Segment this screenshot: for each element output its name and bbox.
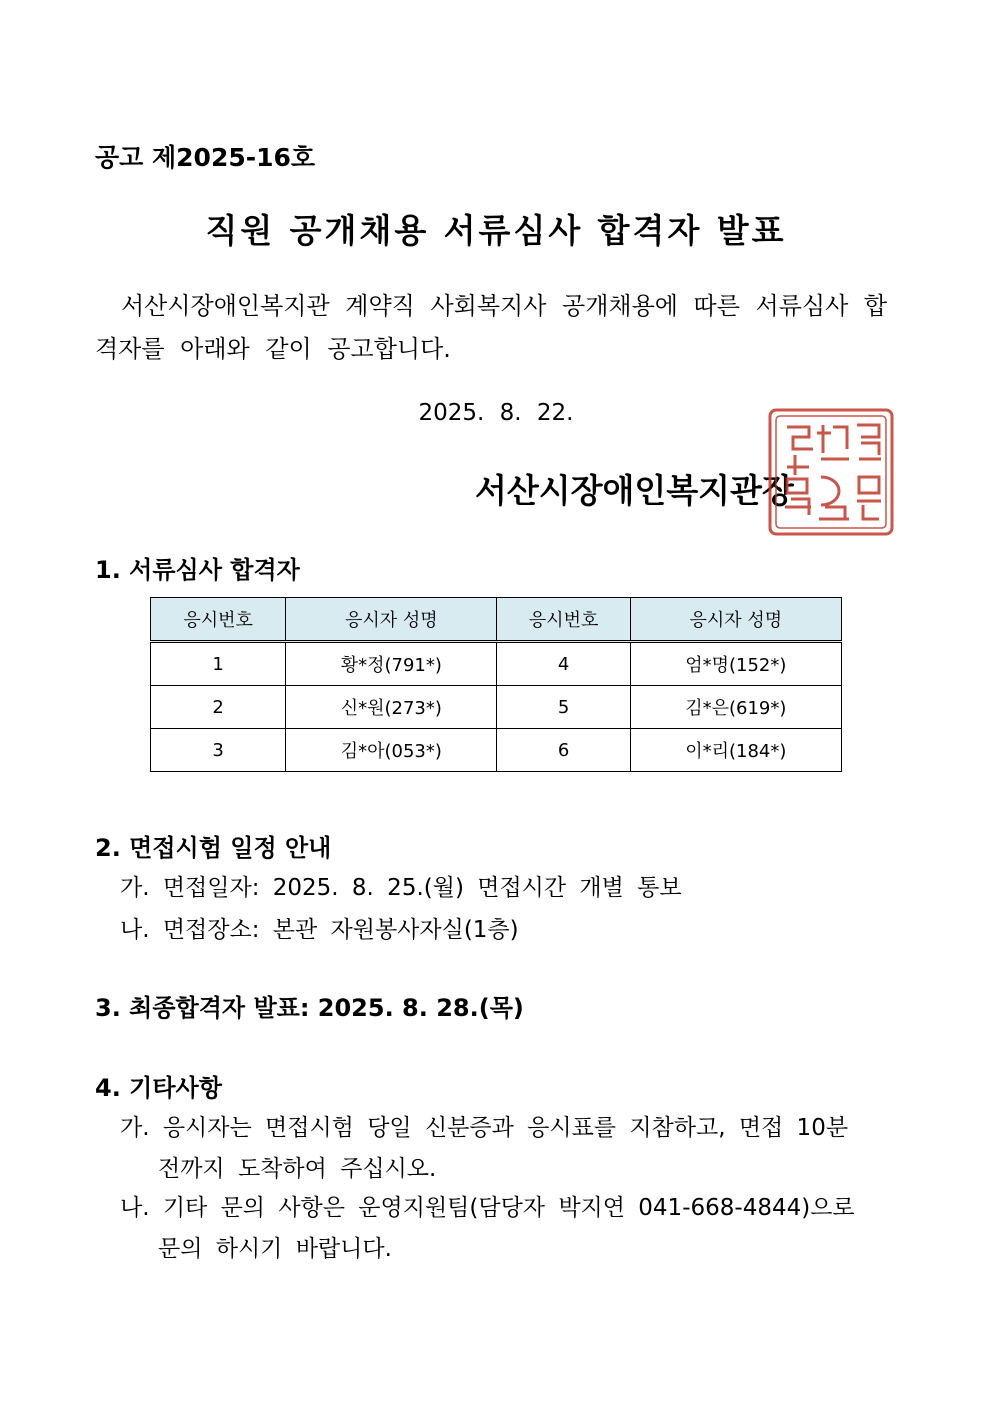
section1-heading: 1. 서류심사 합격자 (95, 556, 300, 584)
table-cell: 신*원(273*) (286, 686, 497, 729)
other-item2-line1: 나. 기타 문의 사항은 운영지원팀(담당자 박지연 041-668-4844)으로 (120, 1195, 855, 1221)
document-date: 2025. 8. 22. (418, 400, 574, 426)
table-row (151, 642, 842, 686)
other-item1-line1: 가. 응시자는 면접시험 당일 신분증과 응시표를 지참하고, 면접 10분 (120, 1115, 849, 1141)
table-cell: 김*은(619*) (630, 686, 841, 729)
table-header-row (151, 598, 842, 642)
interview-date-line: 가. 면접일자: 2025. 8. 25.(월) 면접시간 개별 통보 (120, 875, 682, 901)
other-item1-line2: 전까지 도착하여 주십시오. (158, 1156, 437, 1182)
table-row (151, 686, 842, 729)
section3-heading: 3. 최종합격자 발표: 2025. 8. 28.(목) (95, 994, 524, 1022)
section2-heading: 2. 면접시험 일정 안내 (95, 834, 332, 862)
header-cell: 응시자 성명 (630, 598, 841, 642)
table-cell: 3 (151, 729, 286, 772)
table-cell: 5 (497, 686, 630, 729)
intro-paragraph (95, 285, 900, 371)
table-cell: 이*리(184*) (630, 729, 841, 772)
table-cell: 엄*명(152*) (630, 642, 841, 686)
table-cell: 4 (497, 642, 630, 686)
table-cell: 김*아(053*) (286, 729, 497, 772)
table-cell: 6 (497, 729, 630, 772)
table-row (151, 729, 842, 772)
issuer-name: 서산시장애인복지관장 (475, 471, 794, 510)
section4-heading: 4. 기타사항 (95, 1074, 222, 1102)
table-cell: 황*정(791*) (286, 642, 497, 686)
header-cell: 응시번호 (151, 598, 286, 642)
header-cell: 응시자 성명 (286, 598, 497, 642)
header-cell: 응시번호 (497, 598, 630, 642)
results-table (150, 597, 842, 772)
table-cell: 2 (151, 686, 286, 729)
document-title: 직원 공개채용 서류심사 합격자 발표 (205, 211, 787, 250)
intro-text: 서산시장애인복지관 계약직 사회복지사 공개채용에 따른 서류심사 합격자를 아래와 같이 공고합니다. (95, 292, 888, 363)
other-item2-line2: 문의 하시기 바랍니다. (158, 1236, 392, 1262)
interview-place-line: 나. 면접장소: 본관 자원봉사자실(1층) (120, 917, 519, 943)
table-cell: 1 (151, 642, 286, 686)
notice-number: 공고 제2025-16호 (95, 143, 316, 172)
official-seal-icon (767, 407, 895, 537)
